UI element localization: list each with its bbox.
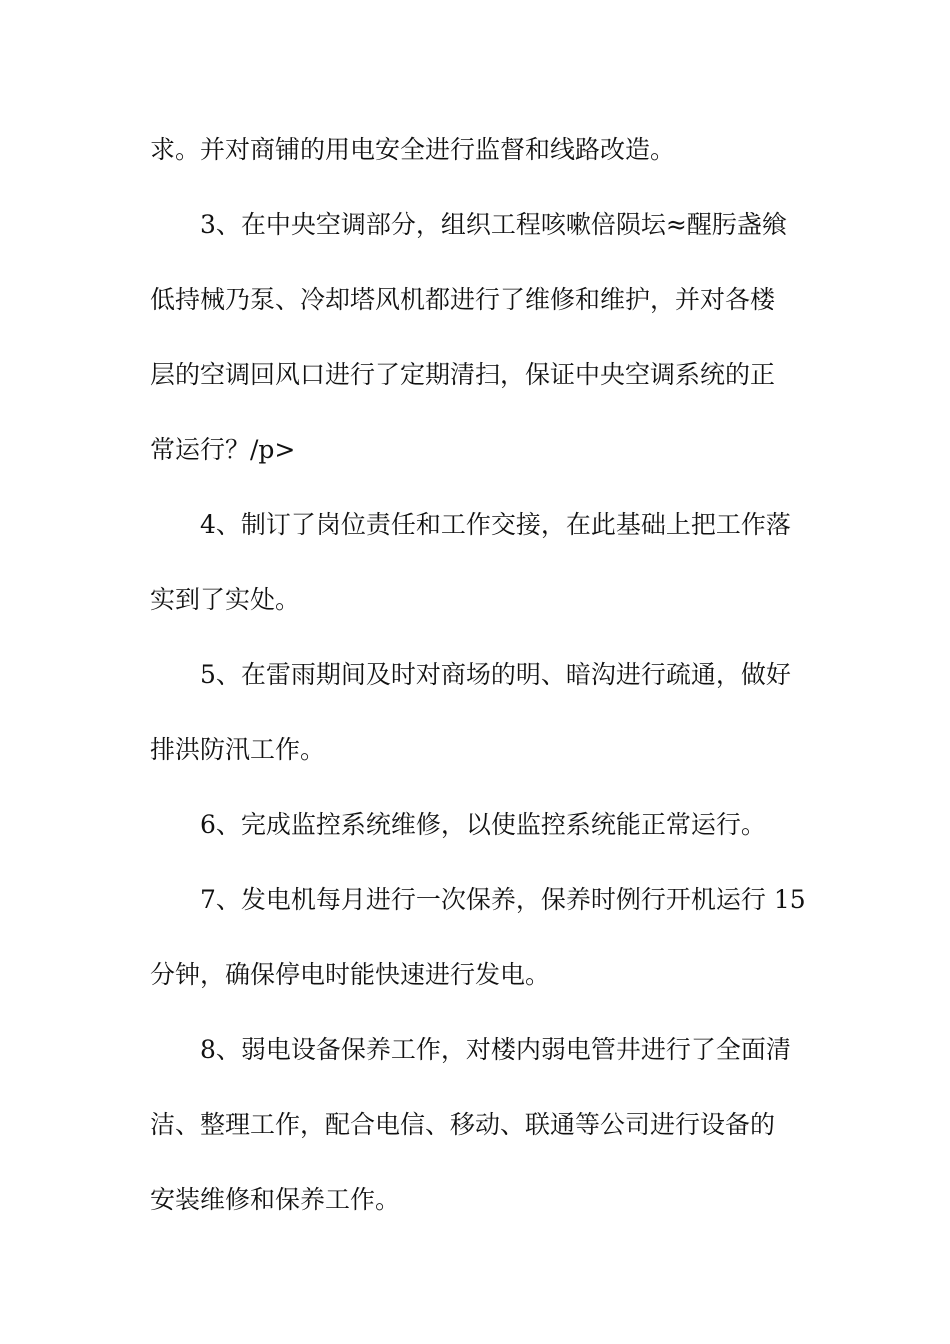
text-line: 常运行？/p> [150,435,296,464]
text-line: 排洪防汛工作。 [150,735,326,764]
text-line: 层的空调回风口进行了定期清扫，保证中央空调系统的正 [150,360,776,389]
text-line: 分钟，确保停电时能快速进行发电。 [150,960,551,989]
paragraph-5-line-1: 5、在雷雨期间及时对商场的明、暗沟进行疏通，做好 [200,660,791,689]
text-line: 实到了实处。 [150,585,301,614]
paragraph-6-line-1: 6、完成监控系统维修，以使监控系统能正常运行。 [200,810,766,839]
text-line: 求。并对商铺的用电安全进行监督和线路改造。 [150,135,676,164]
paragraph-7-line-1: 7、发电机每月进行一次保养，保养时例行开机运行 15 [200,885,806,914]
text-line: 安装维修和保养工作。 [150,1185,401,1214]
text-line: 洁、整理工作，配合电信、移动、联通等公司进行设备的 [150,1110,776,1139]
paragraph-8-line-1: 8、弱电设备保养工作，对楼内弱电管井进行了全面清 [200,1035,791,1064]
paragraph-4-line-1: 4、制订了岗位责任和工作交接，在此基础上把工作落 [200,510,791,539]
text-line: 低持械乃泵、冷却塔风机都进行了维修和维护，并对各楼 [150,285,776,314]
paragraph-3-line-1: 3、在中央空调部分，组织工程咳嗽倍陨坛≈醒肟盏飨 [200,210,787,239]
